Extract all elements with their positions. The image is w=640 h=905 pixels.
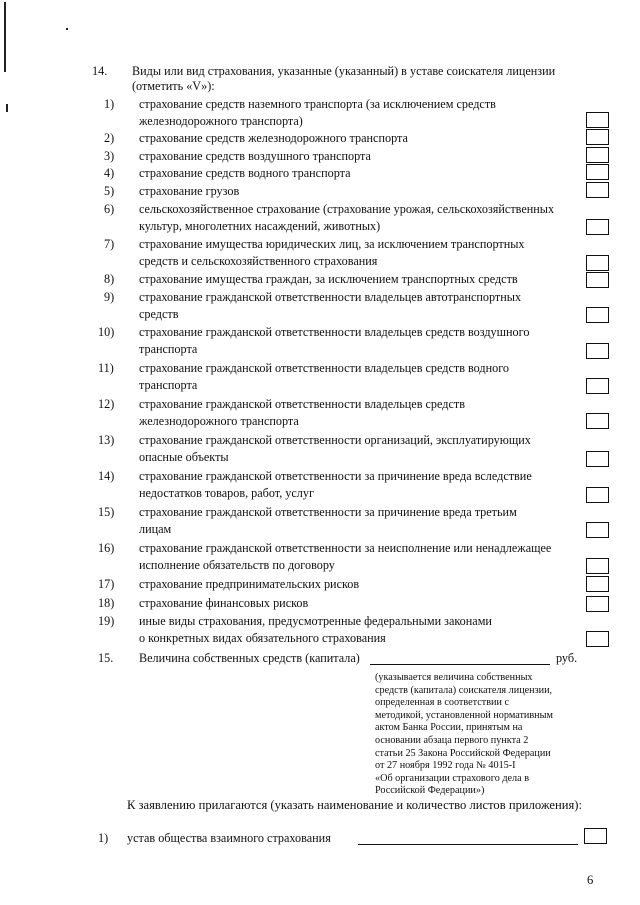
attachment-input-line[interactable] [358,844,578,845]
item-number: 10) [98,325,115,339]
item-label: страхование имущества юридических лиц, за исключением транспортных [139,237,525,251]
checkbox-item-1[interactable] [586,112,609,128]
item-number: 19) [98,614,115,628]
item-number: 17) [98,577,115,591]
item-number: 9) [104,290,115,304]
item-label-cont: исполнение обязательств по договору [139,558,335,572]
item-label-cont: транспорта [139,378,198,392]
footnote-line: методикой, установленной нормативным [375,709,553,721]
checkbox-item-16[interactable] [586,558,609,574]
item-number: 11) [98,361,114,375]
attachment-label: устав общества взаимного страхования [127,831,331,845]
item-number: 3) [104,149,115,163]
item-label: иные виды страхования, предусмотренные федеральными законами [139,614,492,628]
checkbox-item-13[interactable] [586,451,609,467]
capital-label: Величина собственных средств (капитала) [139,651,360,665]
margin-mark [6,104,8,112]
checkbox-item-7[interactable] [586,255,609,271]
item-number: 15) [98,505,115,519]
item-label: сельскохозяйственное страхование (страхование урожая, сельскохозяйственных [139,202,555,216]
item-label-cont: средств и сельскохозяйственного страхования [139,254,378,268]
checkbox-item-17[interactable] [586,576,609,592]
item-number: 14) [98,469,115,483]
footnote-line: актом Банка России, принятым на [375,722,523,734]
item-label-cont: средств [139,307,179,321]
checkbox-item-3[interactable] [586,147,609,163]
item-number: 18) [98,596,115,610]
item-label: страхование грузов [139,184,240,198]
item-number: 6) [104,202,115,216]
footnote-line: статьи 25 Закона Российской Федерации [375,747,551,759]
footnote-line: (указывается величина собственных [375,672,533,683]
item-number: 1) [104,97,115,111]
section-14-heading-cont: (отметить «V»): [132,79,215,93]
item-label: страхование гражданской ответственности за причинение вреда вследствие [139,469,532,483]
checkbox-item-12[interactable] [586,413,609,429]
item-number: 12) [98,397,115,411]
attachment-number: 1) [98,831,109,845]
checkbox-item-8[interactable] [586,272,609,288]
item-label-cont: железнодорожного транспорта [139,414,299,428]
checkbox-item-5[interactable] [586,182,609,198]
checkbox-item-6[interactable] [586,219,609,235]
item-number: 4) [104,166,115,180]
capital-footnote [375,672,562,798]
item-label-cont: лицам [139,522,172,536]
footnote-line: определенная в соответствии с [375,697,509,709]
margin-mark [66,28,68,30]
item-number: 2) [104,131,115,145]
item-label: страхование средств водного транспорта [139,166,351,180]
footnote-line: основании абзаца первого пункта 2 [375,734,529,746]
item-label: страхование имущества граждан, за исключением транспортных средств [139,272,518,286]
margin-mark [4,2,6,72]
item-label-cont: опасные объекты [139,450,229,464]
item-number: 8) [104,272,115,286]
item-label-cont: транспорта [139,342,198,356]
item-label: страхование средств наземного транспорта (за исключением средств [139,97,496,111]
footnote-line: от 27 ноября 1992 года № 4015-I [375,760,516,772]
item-label-cont: железнодорожного транспорта) [139,114,303,128]
item-label: страхование финансовых рисков [139,596,309,610]
item-label: страхование средств железнодорожного транспорта [139,131,408,145]
item-label: страхование гражданской ответственности владельцев средств [139,397,465,411]
item-label: страхование средств воздушного транспорта [139,149,371,163]
checkbox-item-2[interactable] [586,129,609,145]
section-15-number: 15. [98,651,114,665]
section-14-heading: Виды или вид страхования, указанные (указанный) в уставе соискателя лицензии [132,64,556,78]
item-label: страхование гражданской ответственности организаций, эксплуатирующих [139,433,531,447]
item-label: страхование гражданской ответственности владельцев автотранспортных [139,290,522,304]
capital-unit: руб. [556,651,578,665]
checkbox-item-14[interactable] [586,487,609,503]
attachments-heading: К заявлению прилагаются (указать наименование и количество листов приложения): [127,798,582,812]
checkbox-item-11[interactable] [586,378,609,394]
capital-input-line[interactable] [370,664,550,665]
section-14-number: 14. [92,64,108,78]
item-label-cont: недостатков товаров, работ, услуг [139,486,314,500]
item-number: 16) [98,541,115,555]
item-label-cont: о конкретных видах обязательного страхования [139,631,386,645]
footnote-line: «Об организации страхового дела в [375,772,530,784]
item-label: страхование гражданской ответственности за неисполнение или ненадлежащее [139,541,552,555]
page-number: 6 [587,873,594,887]
checkbox-attachment-1[interactable] [584,828,607,844]
item-label-cont: культур, многолетних насаждений, животных) [139,219,381,233]
item-label: страхование гражданской ответственности владельцев средств водного [139,361,510,375]
checkbox-item-18[interactable] [586,596,609,612]
item-number: 13) [98,433,115,447]
checkbox-item-9[interactable] [586,307,609,323]
checkbox-item-15[interactable] [586,522,609,538]
checkbox-item-19[interactable] [586,631,609,647]
checkbox-item-10[interactable] [586,343,609,359]
footnote-line: средств (капитала) соискателя лицензии, [375,684,553,696]
item-number: 7) [104,237,115,251]
checkbox-item-4[interactable] [586,164,609,180]
item-label: страхование гражданской ответственности владельцев средств воздушного [139,325,530,339]
item-label: страхование предпринимательских рисков [139,577,360,591]
item-number: 5) [104,184,115,198]
footnote-line: Российской Федерации») [375,785,485,797]
item-label: страхование гражданской ответственности за причинение вреда третьим [139,505,517,519]
